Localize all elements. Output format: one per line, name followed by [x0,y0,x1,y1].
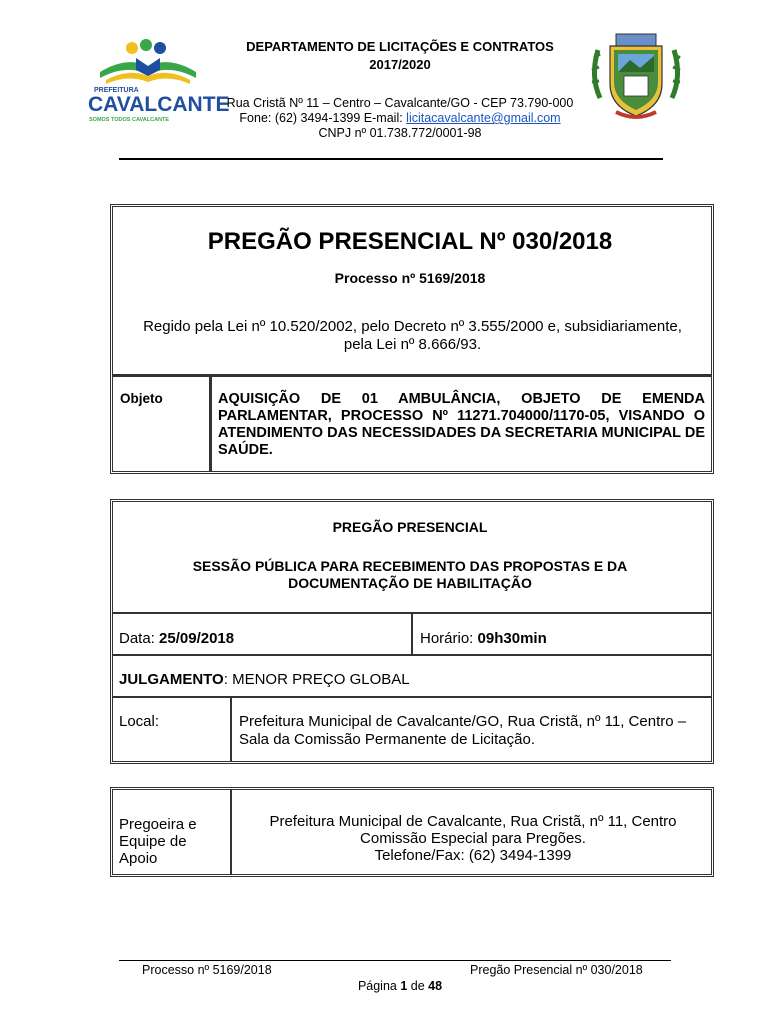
team-label-line: Apoio [119,850,158,867]
date-label: Data: [119,630,160,647]
date-time-divider [411,613,413,655]
session-divider-3 [112,696,712,698]
logo-slogan-text: SOMOS TODOS CAVALCANTE [89,117,170,123]
notice-divider [112,374,712,377]
header-cnpj: CNPJ nº 01.738.772/0001-98 [318,126,482,140]
regulation-line: pela Lei nº 8.666/93. [343,336,482,353]
logo-top-text: PREFEITURA [94,87,139,94]
footer-divider [119,960,671,961]
regulation-text [125,318,700,354]
process-number: Processo nº 5169/2018 [334,270,486,286]
team-column-divider [230,789,232,875]
header-phone: Fone: (62) 3494-1399 E-mail: [239,111,407,125]
object-label: Objeto [120,391,163,406]
date-value: 25/09/2018 [159,630,235,647]
header-contact [200,111,600,125]
session-subheading-line: SESSÃO PÚBLICA PARA RECEBIMENTO DAS PROPOSTAS E DA [192,558,628,574]
regulation-line: Regido pela Lei nº 10.520/2002, pelo Decreto nº 3.555/2000 e, subsidiariamente, [143,318,682,335]
page-prefix: Página [357,979,401,993]
footer-process: Processo nº 5169/2018 [142,963,272,977]
page-current: 1 [400,979,408,993]
session-subheading [110,558,710,592]
location-value [239,713,709,749]
team-label-line: Equipe de [119,833,187,850]
team-info-line: Telefone/Fax: (62) 3494-1399 [374,847,572,864]
location-line: Prefeitura Municipal de Cavalcante/GO, Rua Cristã, nº 11, Centro – [239,713,687,730]
location-label: Local: [119,713,160,730]
municipal-crest-icon [586,28,686,124]
team-info-line: Prefeitura Municipal de Cavalcante, Rua Cristã, nº 11, Centro [269,813,677,830]
department-title: DEPARTAMENTO DE LICITAÇÕES E CONTRATOS [246,39,554,54]
session-heading: PREGÃO PRESENCIAL [332,519,488,535]
team-info-line: Comissão Especial para Pregões. [360,830,586,847]
team-label [119,816,197,867]
page-mid: de [407,979,429,993]
judgment-value: : MENOR PREÇO GLOBAL [223,671,410,688]
page-number [200,979,600,993]
session-time [420,630,547,647]
time-label: Horário: [420,630,478,647]
session-subheading-line: DOCUMENTAÇÃO DE HABILITAÇÃO [288,575,532,591]
header-email-link[interactable]: licitacavalcante@gmail.com [406,111,561,125]
session-divider-2 [112,654,712,656]
notice-title: PREGÃO PRESENCIAL Nº 030/2018 [207,228,613,255]
session-date [119,630,234,647]
page-total: 48 [428,979,443,993]
team-label-line: Pregoeira e [119,816,197,833]
time-value: 09h30min [477,630,547,647]
team-info [240,813,706,864]
footer-notice: Pregão Presencial nº 030/2018 [470,963,643,977]
object-column-divider [209,376,212,472]
judgment-row [119,671,410,688]
location-column-divider [230,697,232,762]
location-line: Sala da Comissão Permanente de Licitação. [239,731,536,748]
logo-brand-text: CAVALCANTE [88,93,230,116]
prefeitura-logo [86,36,230,128]
department-period: 2017/2020 [369,57,431,72]
object-description: AQUISIÇÃO DE 01 AMBULÂNCIA, OBJETO DE EMENDA PARLAMENTAR, PROCESSO Nº 11271.704000/1170-05, VISANDO O ATENDIMENTO DAS NECESSIDADES DA SECRETARIA MUNICIPAL DE SAÚDE. [218,391,705,458]
header-divider [119,158,663,160]
header-address: Rua Cristã Nº 11 – Centro – Cavalcante/GO - CEP 73.790-000 [226,96,574,110]
judgment-label: JULGAMENTO [119,671,224,688]
